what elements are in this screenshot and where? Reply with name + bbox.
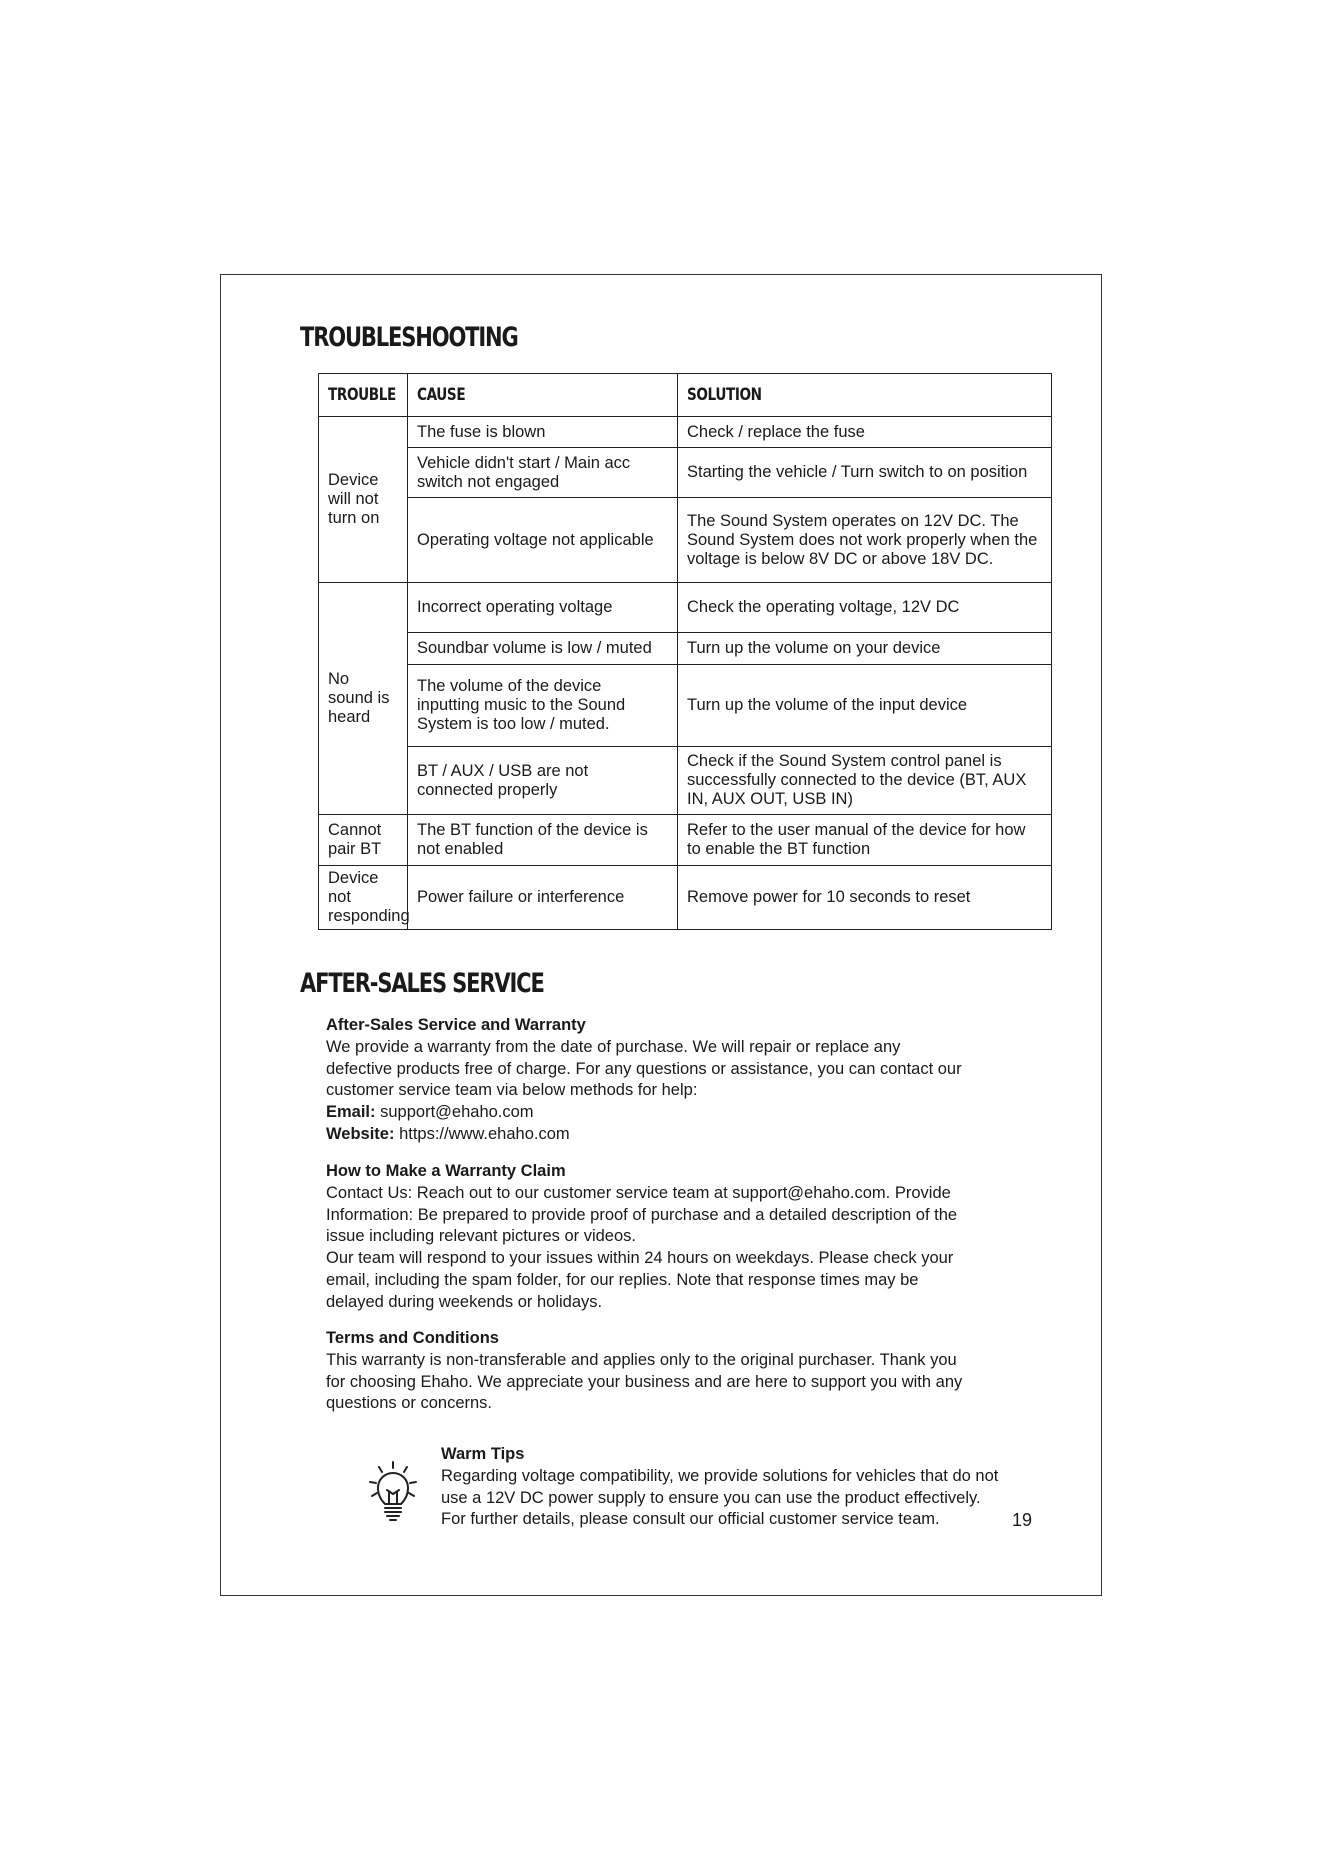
warm-tips <box>441 1444 1001 1531</box>
trouble-cell: Cannot pair BT <box>319 815 408 866</box>
trouble-cell: Device not responding <box>319 866 408 930</box>
solution-cell: Turn up the volume of the input device <box>678 665 1052 747</box>
after-sales-title: AFTER-SALES SERVICE <box>300 968 544 999</box>
solution-cell: Starting the vehicle / Turn switch to on position <box>678 448 1052 498</box>
page-number: 19 <box>1012 1510 1033 1530</box>
cause-cell: The volume of the device inputting music to the Sound System is too low / muted. <box>408 665 678 747</box>
warm-tips-text: Regarding voltage compatibility, we provide solutions for vehicles that do not use a 12V DC power supply to ensure you can use the product effectively. For further details, please consult our official customer service team. <box>441 1466 999 1529</box>
table-row <box>319 815 1052 866</box>
cause-cell: Power failure or interference <box>408 866 678 930</box>
header-trouble: TROUBLE <box>319 374 408 417</box>
solution-cell: Remove power for 10 seconds to reset <box>678 866 1052 930</box>
solution-cell: Check / replace the fuse <box>678 417 1052 448</box>
email-value[interactable]: support@ehaho.com <box>380 1103 534 1122</box>
website-line <box>326 1124 966 1146</box>
cause-cell: Incorrect operating voltage <box>408 583 678 633</box>
header-cause: CAUSE <box>408 374 678 417</box>
warm-tips-heading: Warm Tips <box>441 1445 525 1463</box>
troubleshooting-title: TROUBLESHOOTING <box>300 322 518 353</box>
table-row <box>319 633 1052 665</box>
lightbulb-icon <box>368 1460 418 1524</box>
warranty-heading: After-Sales Service and Warranty <box>326 1016 586 1034</box>
claim-text: Contact Us: Reach out to our customer service team at support@ehaho.com. Provide Information: Be prepared to provide proof of purchase and a detailed description of the issue including relevant pictures or videos. <box>326 1183 958 1246</box>
claim-response-text: Our team will respond to your issues within 24 hours on weekdays. Please check your email, including the spam folder, for our replies. Note that response times may be delayed during weekends or holidays. <box>326 1249 954 1311</box>
email-line <box>326 1102 966 1124</box>
terms-section <box>326 1328 966 1415</box>
cause-cell: The fuse is blown <box>408 417 678 448</box>
table-row <box>319 583 1052 633</box>
cause-cell: BT / AUX / USB are not connected properly <box>408 747 678 815</box>
claim-heading: How to Make a Warranty Claim <box>326 1162 566 1180</box>
table-row <box>319 665 1052 747</box>
cause-cell: Soundbar volume is low / muted <box>408 633 678 665</box>
trouble-cell: Device will not turn on <box>319 417 408 583</box>
trouble-cell: No sound is heard <box>319 583 408 815</box>
solution-cell: The Sound System operates on 12V DC. The Sound System does not work properly when the voltage is below 8V DC or above 18V DC. <box>678 498 1052 583</box>
solution-cell: Turn up the volume on your device <box>678 633 1052 665</box>
table-row <box>319 448 1052 498</box>
header-solution: SOLUTION <box>678 374 1052 417</box>
table-row <box>319 417 1052 448</box>
website-label: Website: <box>326 1124 395 1143</box>
table-header-row <box>319 374 1052 417</box>
solution-cell: Check the operating voltage, 12V DC <box>678 583 1052 633</box>
email-label: Email: <box>326 1103 376 1122</box>
table-row <box>319 866 1052 930</box>
website-value[interactable]: https://www.ehaho.com <box>399 1124 570 1143</box>
solution-cell: Refer to the user manual of the device for how to enable the BT function <box>678 815 1052 866</box>
terms-text: This warranty is non-transferable and applies only to the original purchaser. Thank you for choosing Ehaho. We appreciate your business and are here to support you with any questions or concerns. <box>326 1350 963 1413</box>
claim-section <box>326 1161 966 1314</box>
terms-heading: Terms and Conditions <box>326 1329 499 1347</box>
troubleshooting-table <box>318 373 1052 930</box>
cause-cell: Operating voltage not applicable <box>408 498 678 583</box>
cause-cell: The BT function of the device is not enabled <box>408 815 678 866</box>
table-row <box>319 747 1052 815</box>
solution-cell: Check if the Sound System control panel is successfully connected to the device (BT, AUX IN, AUX OUT, USB IN) <box>678 747 1052 815</box>
warranty-section <box>326 1015 966 1146</box>
table-row <box>319 498 1052 583</box>
cause-cell: Vehicle didn't start / Main acc switch not engaged <box>408 448 678 498</box>
warranty-text: We provide a warranty from the date of purchase. We will repair or replace any defective products free of charge. For any questions or assistance, you can contact our customer service team via below methods for help: <box>326 1037 962 1100</box>
